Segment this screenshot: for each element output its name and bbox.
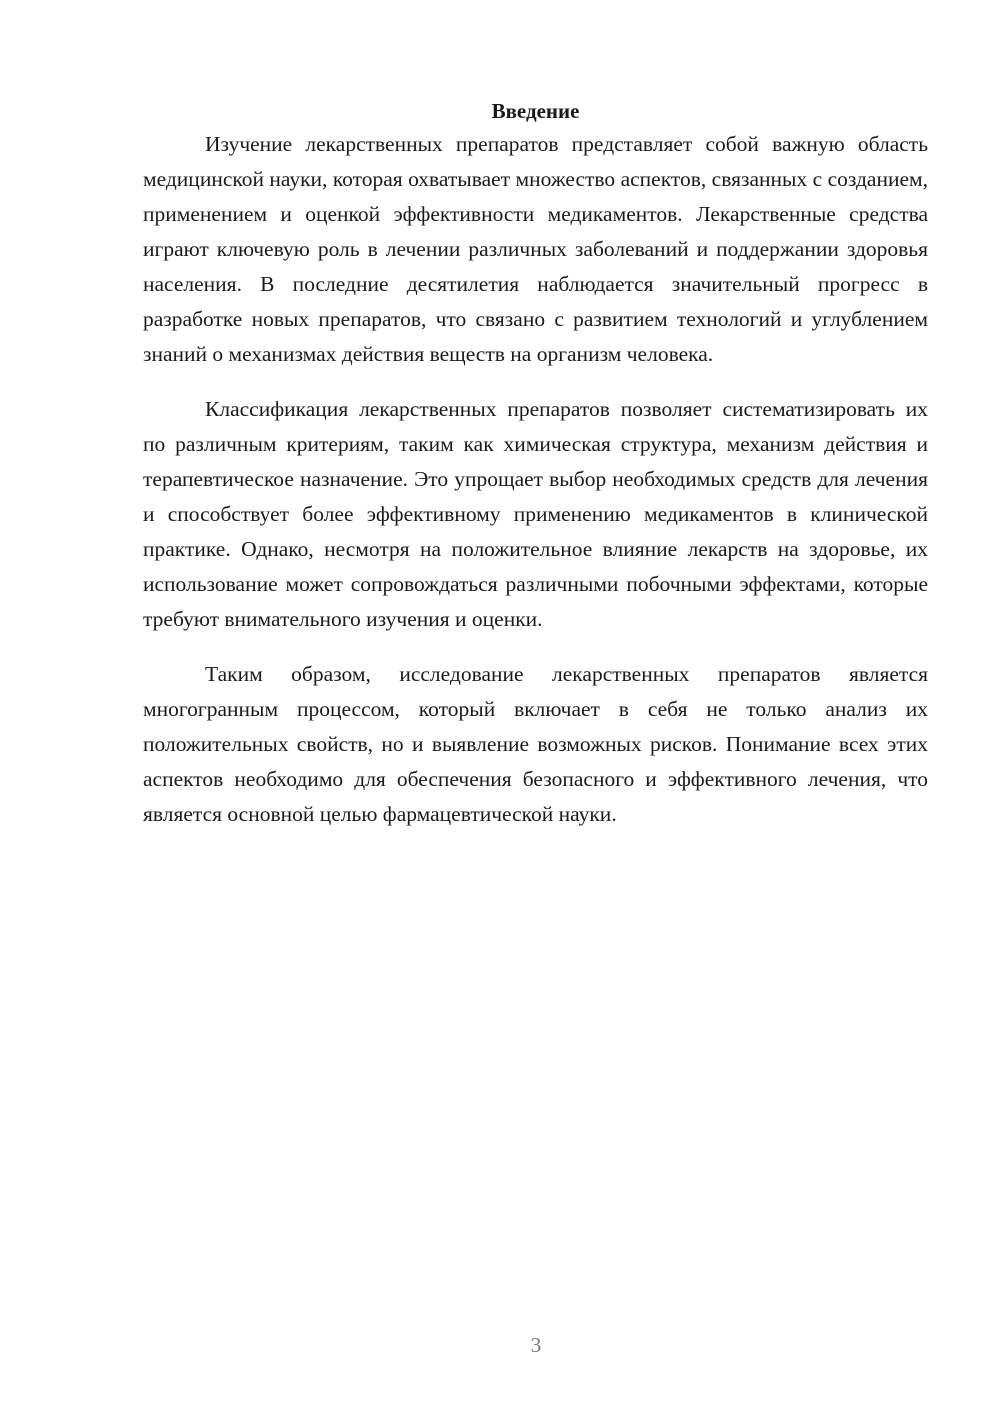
page-content [143, 96, 928, 832]
page-title: Введение [491, 99, 580, 123]
page-number: 3 [530, 1333, 542, 1357]
paragraph-classification: Классификация лекарственных препаратов позволяет систематизировать их по различным критериям, таким как химическая структура, механизм действия и терапевтическое назначение. Это упрощает выбор необходимых средств для лечения и способствует более эффективному применению медикаментов в клинической практике. Однако, несмотря на положительное влияние лекарств на здоровье, их использование может сопровождаться различными побочными эффектами, которые требуют внимательного изучения и оценки. [143, 397, 928, 631]
paragraph-intro: Изучение лекарственных препаратов представляет собой важную область медицинской науки, которая охватывает множество аспектов, связанных с созданием, применением и оценкой эффективности медикаментов. Лекарственные средства играют ключевую роль в лечении различных заболеваний и поддержании здоровья населения. В последние десятилетия наблюдается значительный прогресс в разработке новых препаратов, что связано с развитием технологий и углублением знаний о механизмах действия веществ на организм человека. [143, 132, 928, 366]
paragraph-conclusion: Таким образом, исследование лекарственных препаратов является многогранным процессом, который включает в себя не только анализ их положительных свойств, но и выявление возможных рисков. Понимание всех этих аспектов необходимо для обеспечения безопасного и эффективного лечения, что является основной целью фармацевтической науки. [143, 662, 928, 826]
